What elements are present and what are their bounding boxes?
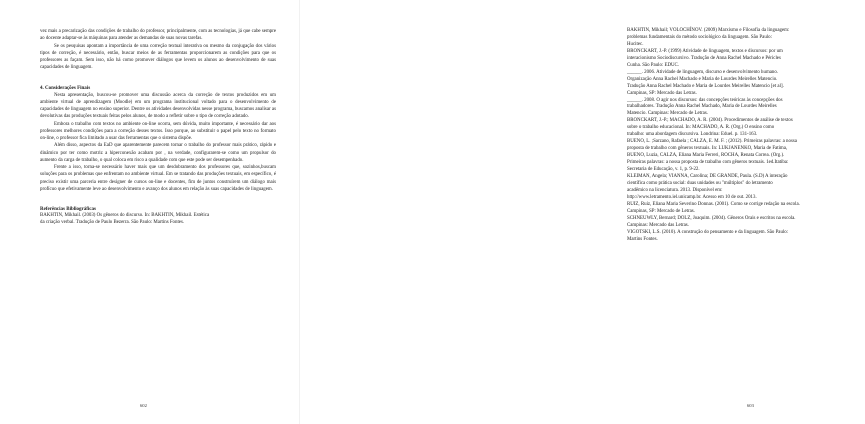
- body-paragraph: vez mais a precarização das condições de trabalho do professor, principalmente, com as tecnologias, já que cabe sempre ao docente adaptar-se às máquinas para atender as demandas de suas novas tarefas.: [40, 29, 276, 42]
- reference-line: ______. 2008. O agir nos discursos: das concepções teóricas às concepções dos: [627, 97, 783, 103]
- reference-line: http://www.letramento.iel.unicamp.br. Acesso em 10 de out. 2013.: [627, 194, 757, 200]
- reference-line: RUIZ, Ruiz, Eliana Maria Severino Donnas. (2001). Como se corrige redação na escola.: [627, 201, 800, 207]
- body-paragraph: Embora o trabalho com textos no ambiente on-line ocorra, sem dúvida, muito importante, é necessário dar aos professores melhores condições para a correção desses textos. Isso porque, ao substituir o papel pelo texto no formato on-line, o professor fica limitado a usar das ferramentas que o sistema dispõe.: [40, 121, 276, 141]
- reference-line: interacionismo Sociodiscursivo. Tradução de Anna Rachel Machado e Péricles: [627, 55, 781, 61]
- reference-entry: [627, 174, 865, 202]
- reference-entry: [627, 139, 865, 174]
- reference-entry: [40, 213, 276, 227]
- reference-line: BRONCKART, J.-P. (1999) Atividade de linguagem, textos e discursos: por um: [627, 48, 783, 54]
- reference-line: BAKHTIN, Mikhail; VOLOCHÍNOV. (2009) Marxismo e Filosofia da linguagem:: [627, 28, 790, 33]
- reference-line: científica como prática social: duas unidades ou "múltiplos" do letramento: [627, 180, 773, 186]
- reference-line: Hucitec.: [627, 41, 644, 47]
- body-paragraph: Além disso, aspectos da EaD que aparentemente parecem tornar o trabalho do professor mais prático, rápido e dinâmico por ter como motriz a hiperconexão acabam por , na verdade, configurarem-se como um propulsor do aumento da carga de trabalho, o qual coloca em risco a qualidade com que este pode ser desempenhado.: [40, 143, 276, 163]
- reference-line: Cunha. São Paulo: EDUC.: [627, 62, 680, 68]
- reference-line: KLEIMAN, Angela; VIANNA, Carolina; DE GRANDE, Paula. (S.D) A interação: [627, 174, 788, 180]
- reference-line: proposta de trabalho com gêneros textuais. In: LUKJANENKO, Maria de Fatima,: [627, 146, 788, 152]
- body-paragraph: Se os pesquisas apontam a importância de uma correção textual interativa ou mesmo da conjugação dos vários tipos de correção, é necessário, então, buscar meios de as ferramentas proporcionarem as condições para que os professores as façam. Sem isso, não há como promover diálogos que levem os alunos ao desenvolvimento de suas capacidades de linguagem.: [40, 43, 276, 71]
- reference-line: Organização Anna Rachel Machado e Maria de Lourdes Meirelles Matencio.: [627, 76, 778, 82]
- reference-line: VIGOTSKI, L.S. (2010). A construção do pensamento e da linguagem. São Paulo:: [627, 229, 789, 235]
- reference-line: da criação verbal. Tradução de Paulo Bezerra. São Paulo: Martins Fontes.: [40, 219, 185, 225]
- reference-entry: [627, 202, 865, 216]
- reference-line: Martins Fontes.: [627, 236, 658, 242]
- left-page: [0, 0, 300, 424]
- reference-entry: [627, 230, 865, 244]
- reference-line: Tradução Anna Rachel Machado e Maria de Lourdes Meirelles Matencio [et al].: [627, 83, 784, 89]
- reference-line: SCHNEUWLY, Bernard; DOLZ, Joaquim. (2004). Gêneros Orais e escritos na escola.: [627, 215, 796, 221]
- reference-line: BAKHTIN, Mikhail. (2003) Os gêneros do discurso. In: BAKHTIN, Mikhail. Estética: [40, 213, 210, 218]
- left-column: [40, 28, 276, 227]
- reference-line: Matencio. Campinas: Mercado de Letras.: [627, 111, 708, 117]
- reference-line: Primeiras palavras: a nossa proposta de trabalho com gêneros textuais. 1ed.Itatiba:: [627, 160, 789, 166]
- references-heading: Referências Bibliográficas: [40, 207, 96, 212]
- reference-entry: [627, 118, 865, 139]
- section-heading: 4. Considerações Finais: [40, 85, 91, 91]
- reference-line: Campinas, SP: Mercado de Letras.: [627, 208, 695, 214]
- reference-line: ______. 2006. Atividade de linguagem, discurso e desenvolvimento humano.: [627, 69, 779, 75]
- reference-line: sobre o trabalho educacional. In: MACHADO, A. R. (Org.) O ensino como: [627, 125, 775, 131]
- reference-line: trabalho: uma abordagem discursiva. Londrina: Eduel. p. 131-163.: [627, 132, 758, 138]
- reference-line: Secretaria de Educação, v. 1, p. 9-22.: [627, 167, 700, 173]
- reference-entry: [627, 98, 865, 119]
- reference-line: Campinas: Mercado das Letras.: [627, 222, 689, 228]
- body-paragraph: Nesta apresentação, buscou-se promover uma discussão acerca da correção de textos produzidos em um ambiente virtual de aprendizagem (Moodle) em um programa institucional voltado para o desenvolvimento de capacidades de linguagem no ensino superior. Dentre os atividades desenvolvidas nesse programa, buscamos analisar as devolutivas das produções textuais feitas pelos alunos, de modo a refletir sobre o tipo de correção adotado.: [40, 92, 276, 120]
- right-page: [300, 0, 800, 424]
- reference-line: acadêmico na licenciatura. 2013. Disponível em:: [627, 187, 723, 193]
- reference-line: Campinas, SP: Mercado das Letras.: [627, 90, 697, 96]
- reference-list: [627, 28, 865, 244]
- reference-line: BRONCKART, J.-P.; MACHADO, A. R. (2004). Procedimentos de análise de textos: [627, 118, 793, 124]
- reference-entry: [627, 49, 865, 70]
- reference-line: BUENO, L. ;Sarzano, Rafaela ; CALZA, E. M. F. ; (2012). Primeiras palavras: a nossa: [627, 139, 797, 145]
- reference-entry: [627, 70, 865, 98]
- reference-entry: [627, 216, 865, 230]
- page-number: 603: [747, 403, 754, 408]
- body-paragraph: Frente a isso, torna-se necessário haver mais que um desdobramento dos professores que, sozinhos,buscam soluções para os problemas que enfrentam no ambiente virtual. Em se tratando das produções textuais, em específico, é preciso existir uma parceria entre designer de cursos on-line e docentes, fim de juntos construírem um diálogo mais profícuo que efetivamente leve ao desenvolvimento e avanço dos alunos em relação às suas capacidades de linguagem.: [40, 165, 276, 192]
- reference-line: BUENO, Luzia, CALZA, Eliana Maria Ferreri, ROCHA, Renata Correa. (Org.).: [627, 153, 785, 159]
- reference-entry: [627, 28, 865, 49]
- reference-line: problemas fundamentais do método sociológico da linguagem. São Paulo:: [627, 34, 772, 40]
- page-number: 602: [140, 403, 147, 408]
- reference-line: trabalhadores. Tradução Anna Rachel Machado, Maria de Lourdes Meirelles: [627, 104, 777, 110]
